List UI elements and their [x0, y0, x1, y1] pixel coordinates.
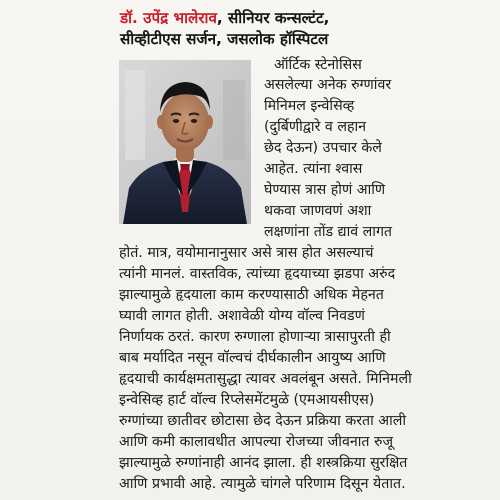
article-line: घेण्यास त्रास होणं आणि: [264, 182, 386, 198]
article-line: निर्णायक ठरतं. कारण रुग्णाला होणाऱ्या त्रासापुरती ही: [119, 329, 391, 345]
article-line: झाल्यामुळे रुग्णांनाही आनंद झाला. ही शस्त्रक्रिया सुरक्षित: [119, 455, 408, 471]
article-line: छेद देऊन) उपचार केले: [264, 140, 382, 156]
article-line: लक्षणांना तोंड द्यावं लागत: [264, 224, 393, 240]
article-line: असलेल्या अनेक रुग्णांवर: [264, 77, 392, 93]
article-line: आणि प्रभावी आहे. त्यामुळे चांगले परिणाम दिसून येतात.: [119, 476, 406, 492]
article-line: आहेत. त्यांना श्वास: [264, 161, 363, 177]
article-line: त्यांनी मानलं. वास्तविक, त्यांच्या हृदयाच्या झडपा अरुंद: [119, 266, 396, 282]
article-line: बाब मर्यादित नसून वॉल्वचं दीर्घकालीन आयुष्य आणि: [119, 350, 386, 366]
author-designation-2: सीव्हीटीएस सर्जन, जसलोक हॉस्पिटल: [120, 30, 329, 48]
article-line: घ्यावी लागत होती. अशावेळी योग्य वॉल्व निवडणं: [119, 308, 365, 324]
article-line: (दुर्बिणीद्वारे व लहान: [264, 119, 367, 135]
author-name: डॉ. उपेंद्र भालेराव: [120, 9, 217, 27]
article-line: रुग्णांच्या छातीवर छोटासा छेद देऊन प्रक्रिया करता आली: [119, 413, 407, 429]
author-designation-1: , सीनियर कन्सल्टंट,: [216, 9, 330, 27]
article-line: हृदयाची कार्यक्षमतासुद्धा त्यावर अवलंबून असते. मिनिमली: [119, 371, 412, 387]
article-line: इन्वेसिव्ह हार्ट वॉल्व रिप्लेसमेंटमुळे (एमआयसीएस): [119, 392, 375, 408]
article-line: आणि कमी कालावधीत आपल्या रोजच्या जीवनात रुजू: [119, 434, 393, 450]
article-line: ऑर्टिक स्टेनोसिस: [274, 57, 362, 73]
article-line: थकवा जाणवणं अशा: [264, 203, 372, 219]
article-line: होतं. मात्र, वयोमानानुसार असे त्रास होत असल्याचं: [119, 245, 374, 261]
article-line: झाल्यामुळे हृदयाला काम करण्यासाठी अधिक मेहनत: [119, 287, 384, 303]
article-line: मिनिमल इन्वेसिव्ह: [264, 98, 355, 114]
